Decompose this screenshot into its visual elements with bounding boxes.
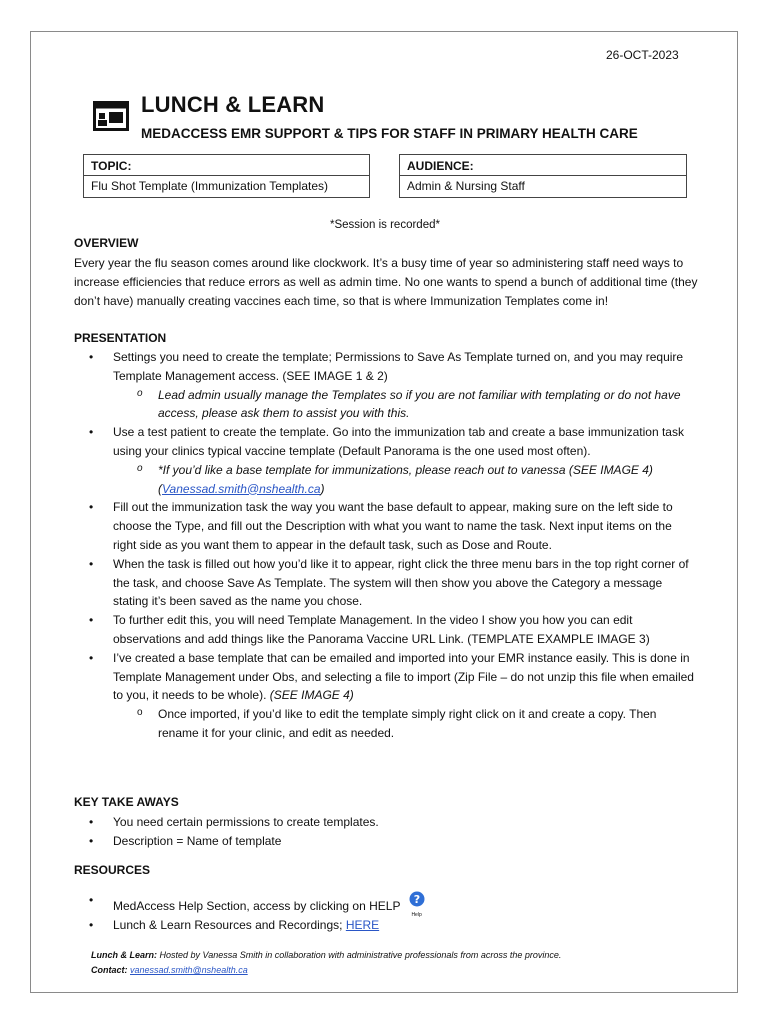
- presentation-list: [74, 348, 694, 743]
- topic-value: Flu Shot Template (Immunization Templates): [91, 179, 328, 193]
- list-item: [74, 891, 694, 916]
- list-item: • You need certain permissions to create templates.: [74, 813, 694, 832]
- vanessa-email-link[interactable]: Vanessad.smith@nshealth.ca: [162, 481, 321, 496]
- footer-contact-label: Contact:: [91, 965, 128, 975]
- list-item: [74, 423, 694, 498]
- topic-box: [83, 154, 370, 198]
- resources-list: [74, 891, 694, 934]
- topic-header: TOPIC:: [84, 155, 369, 176]
- presentation-icon: [93, 101, 129, 131]
- list-item-text: Use a test patient to create the template. Go into the immunization tab and create a base immunization task using your clinics typical vaccine template (Default Panorama is the one used most often).: [113, 425, 684, 458]
- footer-email-link[interactable]: vanessad.smith@nshealth.ca: [130, 965, 248, 975]
- audience-header: AUDIENCE:: [400, 155, 686, 176]
- list-item-text: Lunch & Learn Resources and Recordings;: [113, 917, 343, 932]
- document-date: 26-OCT-2023: [606, 48, 679, 62]
- list-item: • Fill out the immunization task the way you want the base default to appear, making sure on the left side to choose the Type, and fill out the Description with what you want to name the task. Next input items on the right side as you want them to appear in the default task, such as Dose and Route.: [74, 498, 694, 554]
- sub-list-item-text: *If you’d like a base template for immunizations, please reach out to vanessa (SEE IMAGE 4): [158, 462, 653, 477]
- presentation-heading: PRESENTATION: [74, 331, 167, 345]
- here-link[interactable]: HERE: [345, 917, 380, 932]
- sub-list-item: [113, 461, 694, 499]
- question-mark-icon: [407, 891, 427, 907]
- list-item: • When the task is filled out how you’d like it to appear, right click the three menu bars in the top right corner of the task, and choose Save As Template. The system will then show you above the Category a message stating it’s been saved as the name you chose.: [74, 555, 694, 611]
- help-icon[interactable]: [407, 891, 427, 918]
- session-note: *Session is recorded*: [330, 219, 440, 231]
- list-item: • Description = Name of template: [74, 832, 694, 851]
- sub-list-item: o Lead admin usually manage the Templates so if you are not familiar with templating or do not have access, please ask them to assist you with this.: [113, 386, 694, 424]
- svg-text:?: ?: [413, 893, 420, 906]
- footer-hosted: [91, 950, 561, 960]
- paren-close: ): [320, 481, 325, 496]
- list-item: [74, 916, 694, 935]
- sub-list-item: o Once imported, if you’d like to edit the template simply right click on it and create a copy. Then rename it for your clinic, and edit as needed.: [113, 705, 694, 743]
- help-caption: Help: [411, 911, 422, 918]
- takeaways-heading: KEY TAKE AWAYS: [74, 795, 179, 809]
- page-subtitle: MEDACCESS EMR SUPPORT & TIPS FOR STAFF IN PRIMARY HEALTH CARE: [141, 126, 638, 141]
- footer-hosted-label: Lunch & Learn:: [91, 950, 158, 960]
- paren-open: (: [158, 481, 162, 496]
- overview-text: Every year the flu season comes around like clockwork. It’s a busy time of year so administering staff need ways to increase efficiencies that reduce errors as well as admin time. No one wants to spend a bunch of additional time (they don’t have) manually creating vaccines each time, so that is where Immunization Templates come in!: [74, 256, 698, 308]
- footer-contact: [91, 965, 248, 975]
- footer-hosted-text: Hosted by Vanessa Smith in collaboration with administrative professionals from across the province.: [159, 950, 562, 960]
- list-item: [74, 348, 694, 423]
- audience-value: Admin & Nursing Staff: [407, 179, 525, 193]
- page-title: LUNCH & LEARN: [141, 92, 325, 117]
- list-item: [74, 649, 694, 743]
- image-reference: (SEE IMAGE 4): [269, 688, 354, 703]
- list-item-text: MedAccess Help Section, access by clicking on HELP: [113, 898, 401, 913]
- list-item-text: I’ve created a base template that can be emailed and imported into your EMR instance easily. This is done in Template Management under Obs, and selecting a file to import (Zip File – do not unzip this file when emailed to you, it needs to be whole).: [113, 650, 694, 703]
- resources-heading: RESOURCES: [74, 863, 151, 877]
- audience-box: [399, 154, 687, 198]
- takeaways-list: [74, 813, 694, 851]
- list-item: • To further edit this, you will need Template Management. In the video I show you how you can edit observations and add things like the Panorama Vaccine URL Link. (TEMPLATE EXAMPLE IMAGE 3): [74, 611, 694, 649]
- list-item-text: Settings you need to create the template; Permissions to Save As Template turned on, and you may require Template Management access. (SEE IMAGE 1 & 2): [113, 350, 684, 383]
- overview-heading: OVERVIEW: [74, 236, 139, 250]
